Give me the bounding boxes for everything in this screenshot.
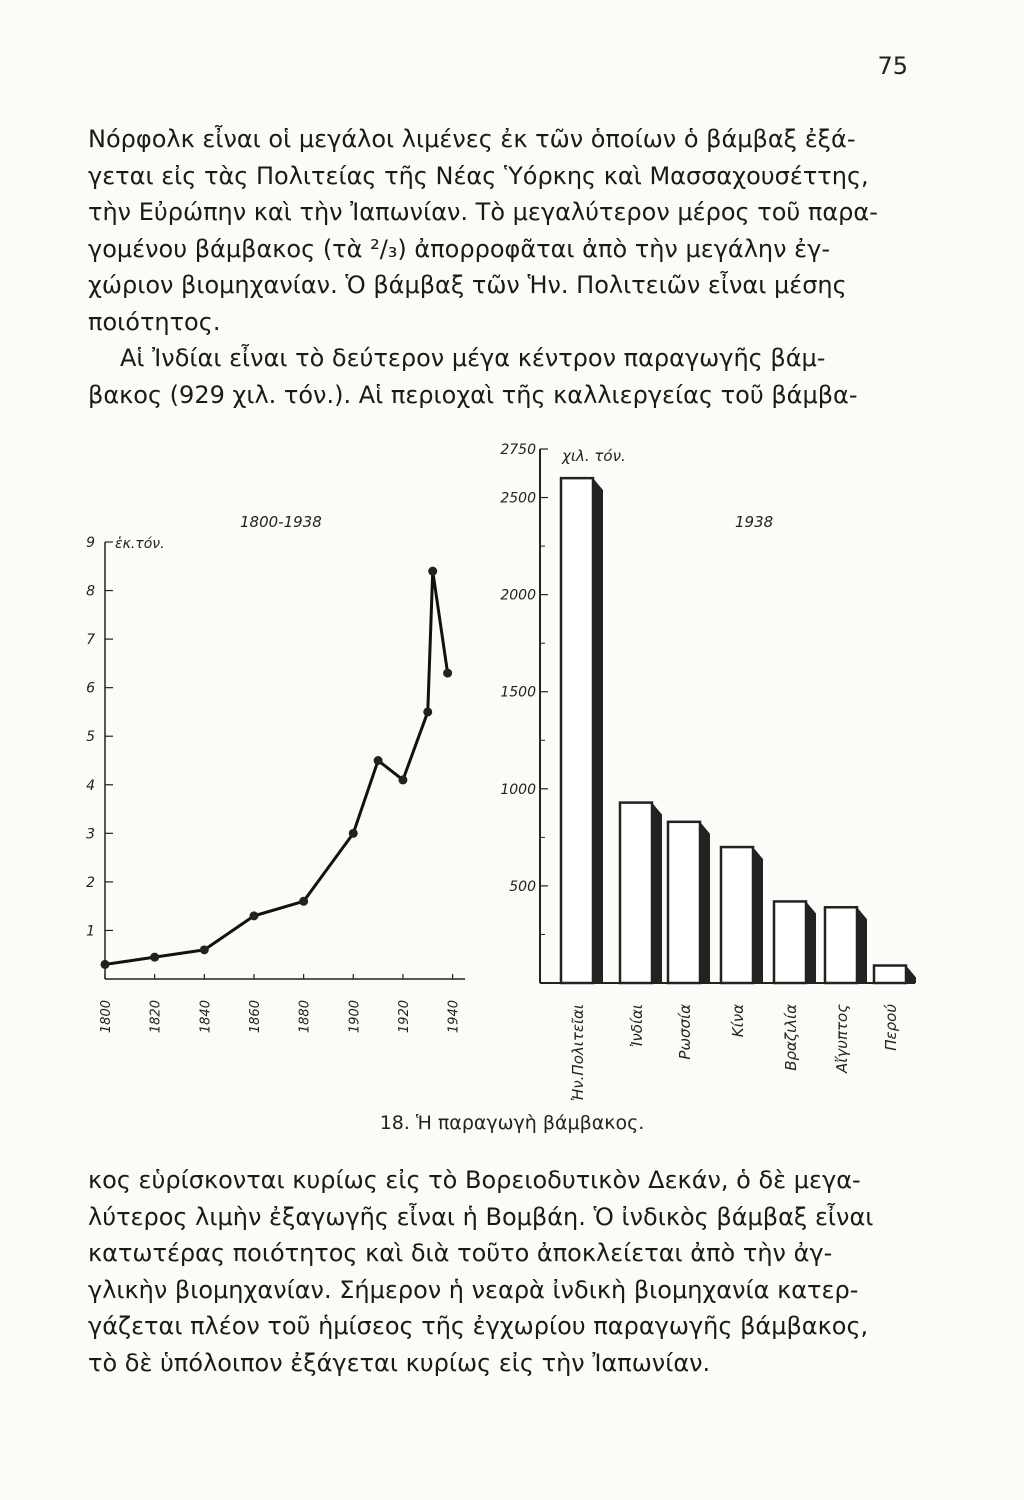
y-tick-label: 2500 <box>500 490 536 507</box>
y-tick-label: 2 <box>86 874 95 891</box>
bar-shadow <box>593 478 603 983</box>
chart-title: 1800-1938 <box>240 513 322 531</box>
text-line: βακος (929 χιλ. τόν.). Αἱ περιοχαὶ τῆς καλλιεργείας τοῦ βάμβα- <box>88 380 858 409</box>
paragraph-3 <box>88 1162 948 1381</box>
bar <box>721 847 753 983</box>
category-label: Ἡν.Πολιτεῖαι <box>569 1004 587 1102</box>
data-point <box>443 669 452 678</box>
data-point <box>150 953 159 962</box>
paragraph-2 <box>88 340 948 413</box>
category-label: Ρωσσία <box>676 1004 694 1060</box>
bar <box>620 803 652 983</box>
data-point <box>374 756 383 765</box>
x-tick-label: 1840 <box>198 1000 214 1034</box>
x-tick-label: 1880 <box>297 1000 313 1034</box>
text-line: τὴν Εὐρώπην καὶ τὴν Ἰαπωνίαν. Τὸ μεγαλύτερον μέρος τοῦ παρα- <box>88 198 878 226</box>
category-label: Περού <box>882 1004 900 1051</box>
bar-shadow <box>700 822 710 983</box>
y-axis-unit: ἑκ.τόν. <box>115 536 165 552</box>
y-tick-label: 9 <box>86 535 95 551</box>
text-line: κος εὑρίσκονται κυρίως εἰς τὸ Βορειοδυτικὸν Δεκάν, ὁ δὲ μεγα- <box>88 1166 861 1194</box>
paragraph-1 <box>88 121 948 340</box>
category-label: Κίνα <box>729 1004 747 1038</box>
y-tick-label: 4 <box>86 777 95 794</box>
data-point <box>299 897 308 906</box>
data-point <box>423 707 432 716</box>
bar <box>561 478 593 983</box>
text-line: γομένου βάμβακος (τὰ ²/₃) ἀπορροφᾶται ἀπὸ τὴν μεγάλην ἐγ- <box>88 234 831 263</box>
x-tick-label: 1920 <box>396 1000 412 1034</box>
bar <box>874 966 906 983</box>
category-label: Βραζιλία <box>782 1004 800 1071</box>
text-line: Νόρφολκ εἶναι οἱ μεγάλοι λιμένες ἐκ τῶν ὁποίων ὁ βάμβαξ ἐξά- <box>88 125 856 153</box>
line-chart-1800-1938 <box>86 513 465 1033</box>
data-line <box>105 571 448 964</box>
text-line: γεται εἰς τὰς Πολιτείας τῆς Νέας Ὑόρκης καὶ Μασσαχουσέττης, <box>88 161 869 190</box>
bar <box>825 907 857 983</box>
text-line: τὸ δὲ ὑπόλοιπον ἐξάγεται κυρίως εἰς τὴν Ἰαπωνίαν. <box>88 1348 711 1377</box>
bar <box>668 822 700 983</box>
text-line: κατωτέρας ποιότητος καὶ διὰ τοῦτο ἀποκλείεται ἀπὸ τὴν ἀγ- <box>88 1239 833 1267</box>
x-tick-label: 1860 <box>247 1000 263 1034</box>
data-point <box>200 945 209 954</box>
bar-chart-1938 <box>500 442 916 1101</box>
x-tick-label: 1900 <box>347 1000 363 1034</box>
y-tick-label: 1000 <box>500 781 536 798</box>
y-tick-label: 2750 <box>500 442 536 458</box>
data-point <box>101 960 110 969</box>
x-tick-label: 1820 <box>148 1000 164 1034</box>
data-point <box>349 829 358 838</box>
text-line: ποιότητος. <box>88 307 221 336</box>
text-line: Αἱ Ἰνδίαι εἶναι τὸ δεύτερον μέγα κέντρον παραγωγῆς βάμ- <box>120 344 826 372</box>
bar-shadow <box>857 907 867 983</box>
y-tick-label: 1500 <box>500 684 536 701</box>
category-label: Ἰνδίαι <box>628 1004 646 1048</box>
text-line: γλικὴν βιομηχανίαν. Σήμερον ἡ νεαρὰ ἰνδικὴ βιομηχανία κατερ- <box>88 1275 859 1304</box>
x-tick-label: 1800 <box>99 1000 114 1034</box>
y-tick-label: 8 <box>86 583 95 600</box>
bar-shadow <box>806 901 816 983</box>
y-tick-label: 7 <box>86 632 95 649</box>
y-tick-label: 5 <box>86 729 95 746</box>
bar-shadow <box>652 803 662 983</box>
bar-shadow <box>906 966 916 983</box>
cotton-production-figure <box>60 432 940 1112</box>
data-point <box>249 911 258 920</box>
y-tick-label: 3 <box>86 826 95 843</box>
text-line: λύτερος λιμὴν ἐξαγωγῆς εἶναι ἡ Βομβάη. Ὁ ἰνδικὸς βάμβαξ εἶναι <box>88 1202 874 1231</box>
figure-caption: 18. Ἡ παραγωγὴ βάμβακος. <box>379 1112 645 1134</box>
bar <box>774 901 806 983</box>
y-tick-label: 500 <box>509 878 536 895</box>
data-point <box>428 567 437 576</box>
chart-title: 1938 <box>735 513 774 531</box>
text-line: γάζεται πλέον τοῦ ἡμίσεος τῆς ἐγχωρίου παραγωγῆς βάμβακος, <box>88 1312 869 1340</box>
y-tick-label: 6 <box>86 680 95 697</box>
bar-shadow <box>753 847 763 983</box>
x-tick-label: 1940 <box>446 1000 462 1034</box>
y-axis-unit: χιλ. τόν. <box>562 447 626 465</box>
data-point <box>398 775 407 784</box>
page-number: 75 <box>877 52 908 80</box>
category-label: Αἴγυπτος <box>833 1004 851 1073</box>
y-tick-label: 2000 <box>500 587 536 604</box>
text-line: χώριον βιομηχανίαν. Ὁ βάμβαξ τῶν Ἡν. Πολιτειῶν εἶναι μέσης <box>88 271 847 299</box>
y-tick-label: 1 <box>86 923 95 940</box>
